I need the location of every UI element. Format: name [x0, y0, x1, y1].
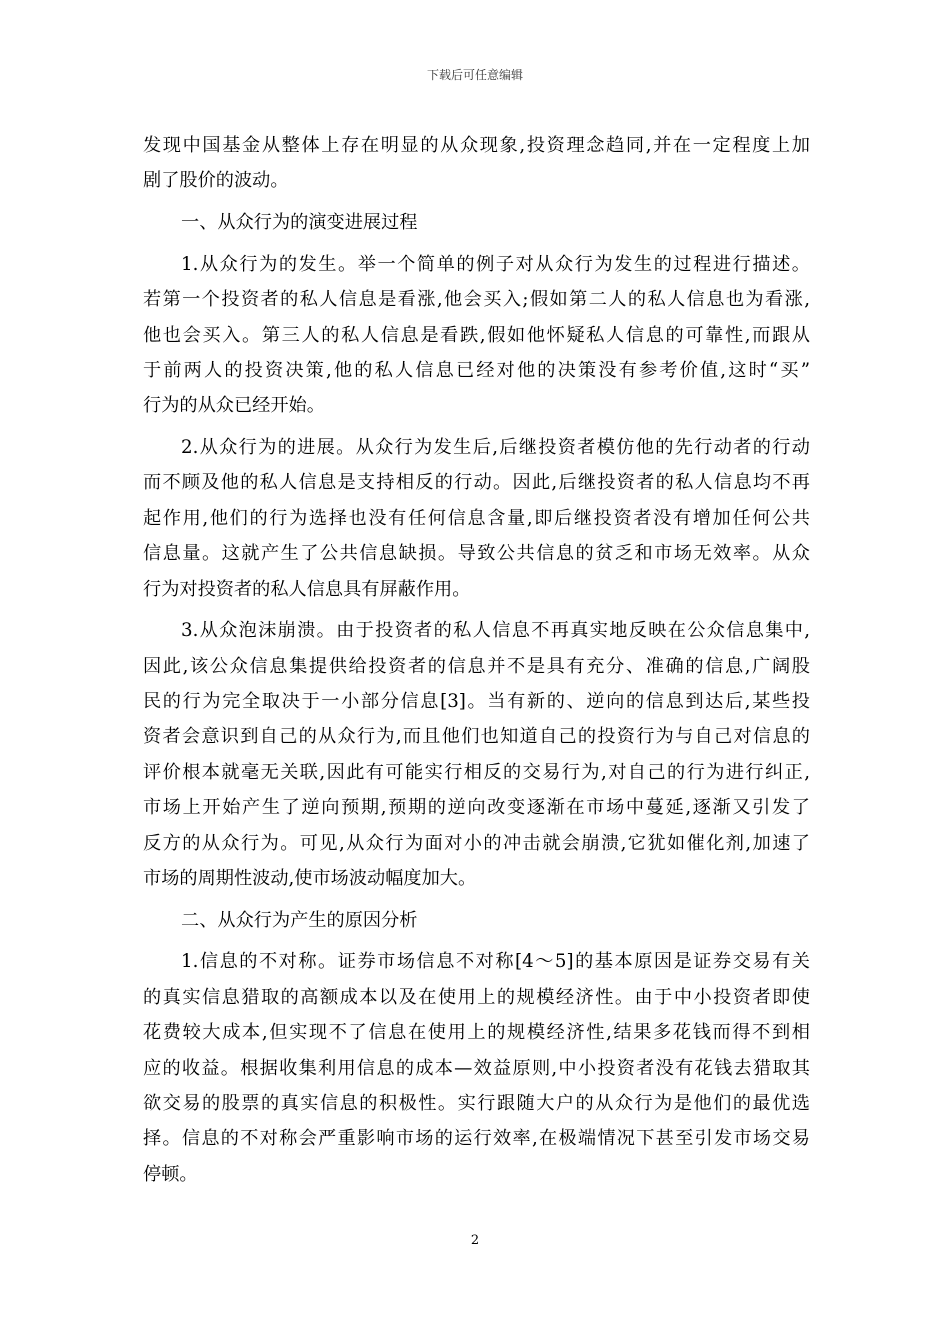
text-line: 民的行为完全取决于一小部分信息[3]。当有新的、逆向的信息到达后,某些投 — [143, 691, 810, 713]
body-text — [143, 128, 810, 1192]
text-line: 1.从众行为的发生。举一个简单的例子对从众行为发生的过程进行描述。 — [181, 253, 810, 275]
text-line: 若第一个投资者的私人信息是看涨,他会买入;假如第二人的私人信息也为看涨, — [143, 289, 810, 311]
text-line: 起作用,他们的行为选择也没有任何信息含量,即后继投资者没有增加任何公共 — [143, 507, 810, 529]
text-line: 市场上开始产生了逆向预期,预期的逆向改变逐渐在市场中蔓延,逐渐又引发了 — [143, 797, 810, 819]
text-line: 而不顾及他的私人信息是支持相反的行动。因此,后继投资者的私人信息均不再 — [143, 472, 810, 494]
text-line: 剧了股价的波动。 — [143, 170, 289, 192]
text-line: 反方的从众行为。可见,从众行为面对小的冲击就会崩溃,它犹如催化剂,加速了 — [143, 832, 810, 854]
page-number: 2 — [470, 1233, 480, 1248]
text-line: 的真实信息猎取的高额成本以及在使用上的规模经济性。由于中小投资者即使 — [143, 986, 810, 1008]
text-line: 他也会买入。第三人的私人信息是看跌,假如他怀疑私人信息的可靠性,而跟从 — [143, 324, 810, 346]
text-line: 资者会意识到自己的从众行为,而且他们也知道自己的投资行为与自己对信息的 — [143, 726, 810, 748]
section-heading: 二、从众行为产生的原因分析 — [181, 909, 418, 931]
text-line: 市场的周期性波动,使市场波动幅度加大。 — [143, 868, 477, 889]
text-line: 1.信息的不对称。证券市场信息不对称[4～5]的基本原因是证券交易有关 — [181, 951, 810, 973]
text-line: 信息量。这就产生了公共信息缺损。导致公共信息的贫乏和市场无效率。从众 — [143, 543, 810, 565]
text-line: 花费较大成本,但实现不了信息在使用上的规模经济性,结果多花钱而得不到相 — [143, 1022, 810, 1044]
text-line: 2.从众行为的进展。从众行为发生后,后继投资者模仿他的先行动者的行动 — [181, 437, 810, 459]
text-line: 于前两人的投资决策,他的私人信息已经对他的决策没有参考价值,这时“买” — [143, 359, 810, 381]
text-line: 发现中国基金从整体上存在明显的从众现象,投资理念趋同,并在一定程度上加 — [143, 135, 810, 156]
text-line: 因此,该公众信息集提供给投资者的信息并不是具有充分、准确的信息,广阔股 — [143, 655, 810, 677]
text-line: 3.从众泡沫崩溃。由于投资者的私人信息不再真实地反映在公众信息集中, — [181, 620, 810, 642]
text-line: 停顿。 — [143, 1163, 198, 1185]
page-header: 下载后可任意编辑 — [426, 68, 523, 82]
text-line: 行为对投资者的私人信息具有屏蔽作用。 — [143, 578, 471, 600]
section-heading: 一、从众行为的演变进展过程 — [181, 212, 418, 234]
text-line: 择。信息的不对称会严重影响市场的运行效率,在极端情况下甚至引发市场交易 — [143, 1128, 810, 1150]
text-line: 欲交易的股票的真实信息的积极性。实行跟随大户的从众行为是他们的最优选 — [143, 1092, 810, 1114]
text-line: 应的收益。根据收集利用信息的成本—效益原则,中小投资者没有花钱去猎取其 — [143, 1057, 810, 1079]
text-line: 行为的从众已经开始。 — [143, 395, 325, 417]
text-line: 评价根本就毫无关联,因此有可能实行相反的交易行为,对自己的行为进行纠正, — [143, 761, 810, 783]
